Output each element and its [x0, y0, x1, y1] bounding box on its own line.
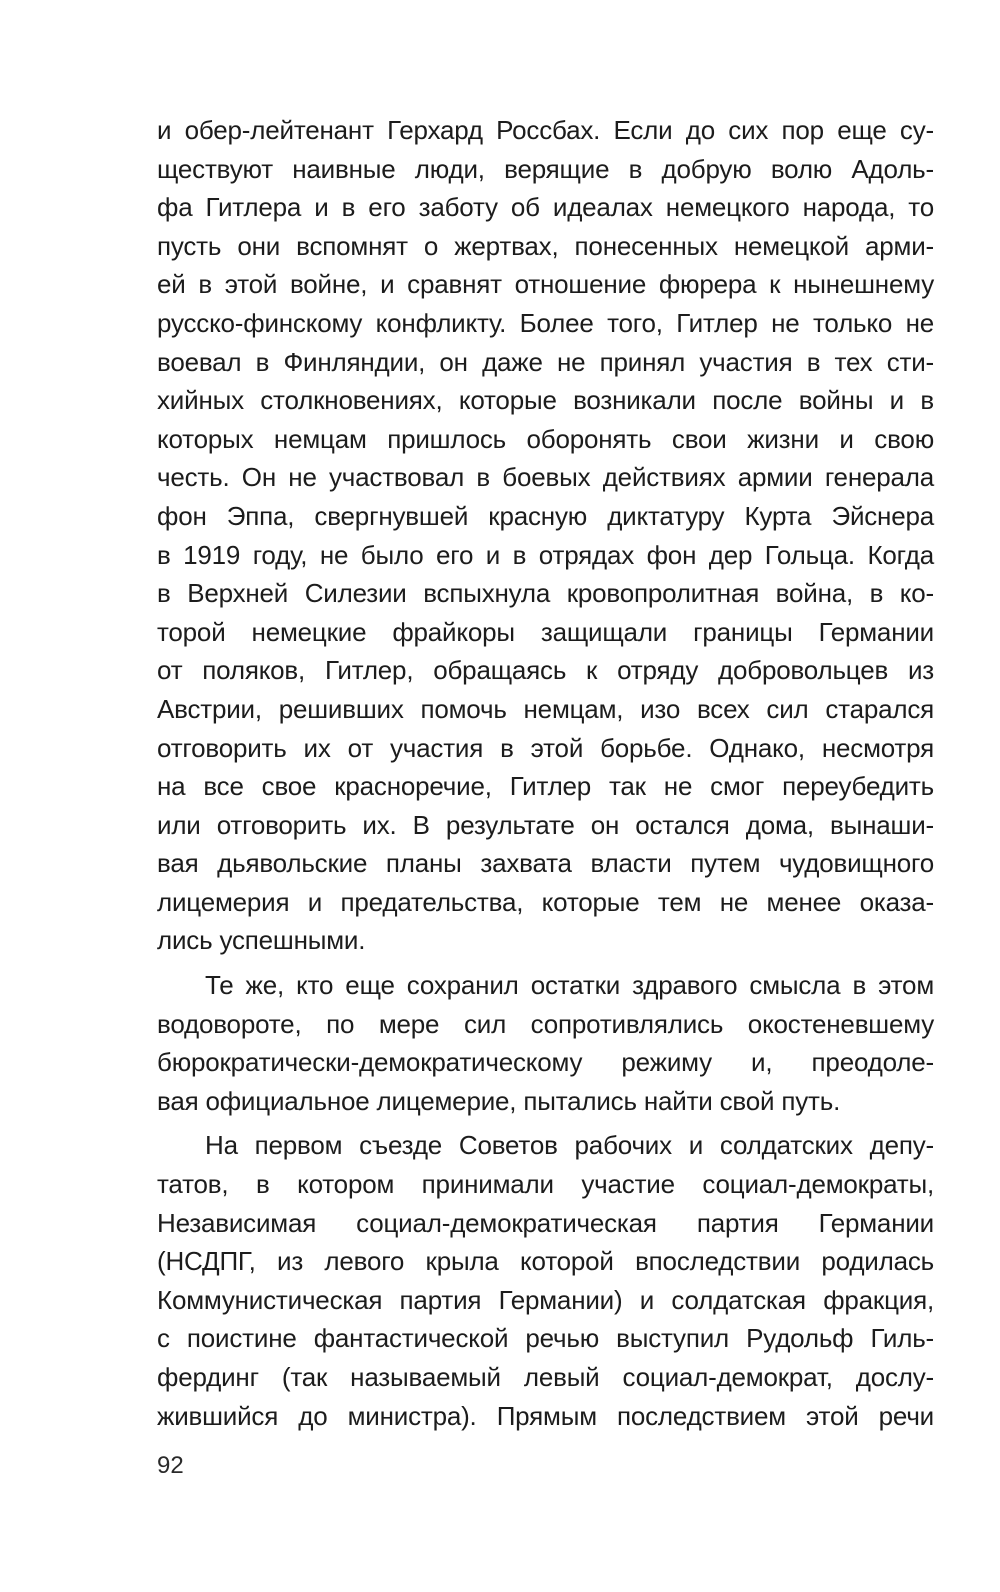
- text-line: ей в этой войне, и сравнят отношение фюрера к нынешнему: [157, 269, 934, 300]
- text-line: от поляков, Гитлер, обращаясь к отряду добровольцев из: [157, 655, 934, 686]
- text-line: или отговорить их. В результате он остался дома, вынаши-: [157, 809, 934, 840]
- text-line: честь. Он не участвовал в боевых действиях армии генерала: [157, 462, 934, 493]
- paragraph-2: [157, 966, 934, 1120]
- text-line: Независимая социал-демократическая партия Германии: [157, 1207, 934, 1238]
- text-line: хийных столкновениях, которые возникали после войны и в: [157, 385, 934, 416]
- text-line: лись успешными.: [157, 925, 366, 956]
- text-line: вая официальное лицемерие, пытались найти свой путь.: [157, 1085, 841, 1116]
- text-line: фон Эппа, свергнувшей красную диктатуру Курта Эйснера: [157, 500, 934, 531]
- text-line: пусть они вспомнят о жертвах, понесенных немецкой арми-: [157, 230, 934, 261]
- text-line: фа Гитлера и в его заботу об идеалах немецкого народа, то: [157, 192, 934, 223]
- text-line: водовороте, по мере сил сопротивлялись окостеневшему: [157, 1008, 934, 1039]
- text-line: торой немецкие фрайкоры защищали границы Германии: [157, 616, 934, 647]
- text-line: воевал в Финляндии, он даже не принял участия в тех сти-: [157, 346, 934, 377]
- text-line: Коммунистическая партия Германии) и солдатская фракция,: [157, 1284, 934, 1315]
- text-line: отговорить их от участия в этой борьбе. Однако, несмотря: [157, 732, 934, 763]
- text-line: в Верхней Силезии вспыхнула кровопролитная война, в ко-: [157, 578, 934, 609]
- text-line: вая дьявольские планы захвата власти путем чудовищного: [157, 848, 934, 879]
- text-block: [157, 111, 934, 1435]
- text-line: На первом съезде Советов рабочих и солдатских депу-: [205, 1130, 934, 1161]
- text-line: лицемерия и предательства, которые тем не менее оказа-: [157, 886, 934, 917]
- page-number: 92: [157, 1452, 184, 1479]
- text-line: Австрии, решивших помочь немцам, изо всех сил старался: [157, 693, 934, 724]
- text-line: татов, в котором принимали участие социал-демократы,: [157, 1169, 934, 1200]
- text-line: русско-финскому конфликту. Более того, Гитлер не только не: [157, 307, 934, 338]
- text-line: ществуют наивные люди, верящие в добрую волю Адоль-: [157, 153, 934, 184]
- paragraph-1: [157, 111, 934, 960]
- text-line: с поистине фантастической речью выступил Рудольф Гиль-: [157, 1323, 934, 1354]
- text-line: фердинг (так называемый левый социал-демократ, дослу-: [157, 1362, 934, 1392]
- paragraph-3: [157, 1126, 934, 1435]
- text-line: жившийся до министра). Прямым последствием этой речи: [157, 1400, 934, 1431]
- text-line: на все свое красноречие, Гитлер так не смог переубедить: [157, 771, 934, 802]
- text-line: в 1919 году, не было его и в отрядах фон дер Гольца. Когда: [157, 539, 934, 570]
- text-line: и обер-лейтенант Герхард Россбах. Если до сих пор еще су-: [157, 115, 934, 145]
- text-line: (НСДПГ, из левого крыла которой впоследствии родилась: [157, 1246, 934, 1277]
- text-line: которых немцам пришлось оборонять свои жизни и свою: [157, 423, 934, 454]
- text-line: Те же, кто еще сохранил остатки здравого смысла в этом: [205, 970, 934, 1001]
- text-line: бюрократически-демократическому режиму и, преодоле-: [157, 1047, 934, 1078]
